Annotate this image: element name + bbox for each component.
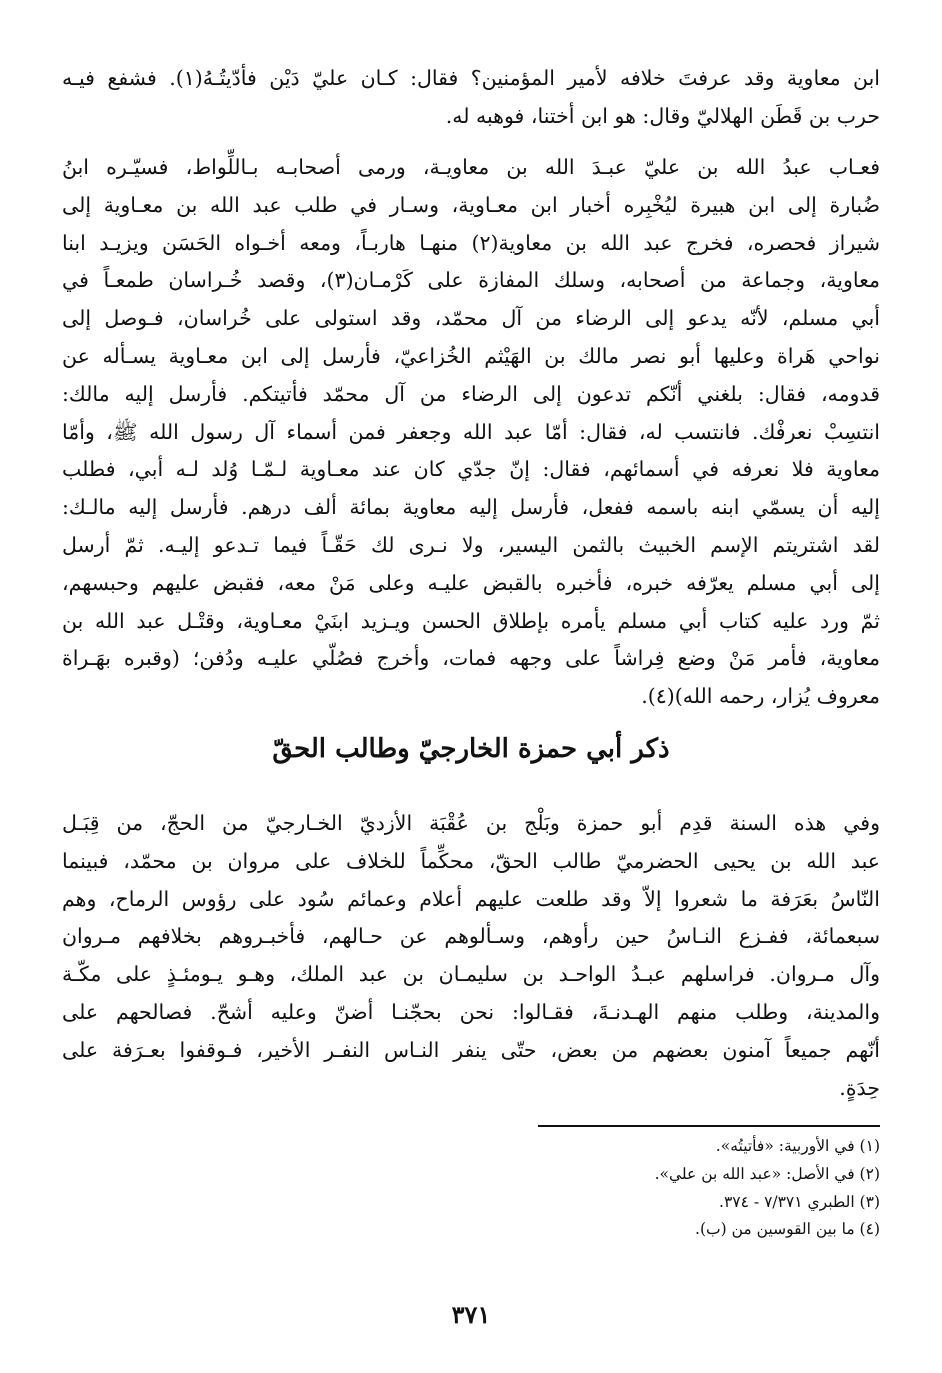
paragraph-continuation [62, 60, 880, 136]
text-line: قدومه، فقال: بلغني أنّكم تدعون إلى الرضاء من آل محمّد فأتيتكم. فأرسل إليه مالك: [62, 381, 880, 406]
text-line: النّاسُ بعَرَفة ما شعروا إلاّ وقد طلعت عليهم أعلام وعمائم سُود على رؤوس الرماح، وهم [62, 886, 880, 911]
footnote: (٣) الطبري ٧/٣٧١ - ٣٧٤. [719, 1192, 880, 1211]
text-line: أنّهم جميعاً آمنون بعضهم من بعض، حتّى ينفر النـاس النفـر الأخير، فـوقفوا بعـرَفة على [62, 1037, 880, 1062]
text-line: ثمّ ورد عليه كتاب أبي مسلم يأمره بإطلاق الحسن ويـزيد ابنَيْ معـاوية، وقتْـل عبد الله بن [62, 608, 880, 633]
text-line: أبي مسلم، لأنّه يدعو إلى الرضاء من آل محمّد، وقد استولى على خُراسان، فـوصل إلى [62, 306, 880, 331]
text-line: فعـاب عبدُ الله بن عليّ عبـدَ الله بن معاويـة، ورمى أصحابـه بـاللِّواط، فسيّـره ابنُ [62, 155, 880, 179]
footnote-divider [538, 1125, 880, 1127]
text-line: إليه أن يسمّي ابنه باسمه ففعل، فأرسل إليه معاوية بمائة ألف درهم. فأرسل إليه مالـك: [62, 495, 880, 520]
text-line: معاوية، وجماعة من أصحابه، وسلك المفازة على كَرْمـان(٣)، وقصد خُـراسان طمعـاً في [62, 268, 880, 293]
text-line: سبعمائة، ففـزع النـاسُ حين رأوهم، وسـألوهم عن حـالهم، فأخبـروهم بخلافهم مـروان [62, 924, 880, 949]
paragraph-ibn-muawiya [62, 149, 880, 716]
text-line: عبد الله بن يحيى الحضرميّ طالب الحقّ، محكِّماً للخلاف على مروان بن محمّد، فبينما [62, 848, 880, 873]
text-line: حِدَةٍ. [839, 1075, 880, 1100]
text-line: والمدينة، وطلب منهم الهـدنـةَ، فقـالوا: نحن بحجّنـا أضنّ وعليه أشحّ. فصالحهم على [62, 999, 880, 1024]
text-line: نواحي هَراة وعليها أبو نصر مالك بن الهَيْثم الخُزاعيّ، فأرسل إلى ابن معـاوية يسـأله عن [62, 343, 880, 368]
footnote: (٤) ما بين القوسين من (ب). [695, 1220, 880, 1239]
text-line: انتسِبْ نعرفْك. فانتسب له، فقال: أمّا عبد الله وجعفر فمن أسماء آل رسول الله ﷺ، وأمّا [62, 419, 880, 444]
paragraph-abu-hamza [62, 805, 880, 1107]
footnotes [280, 1133, 880, 1244]
page-number: ٣٧١ [451, 1300, 491, 1329]
footnote: (١) في الأوربية: «فأتيتُه». [715, 1137, 880, 1155]
text-line: حرب بن قَطَن الهلاليّ وقال: هو ابن أختنا، فوهبه له. [445, 103, 880, 128]
text-line: ابن معاوية وقد عرفتَ خلافه لأمير المؤمنين؟ فقال: كـان عليّ دَيْن فأدّيتُـهُ(١). فشفع فيـه [62, 66, 880, 90]
section-heading: ذكر أبي حمزة الخارجيّ وطالب الحقّ [272, 734, 670, 764]
text-line: إلى أبي مسلم يعرّفه خبره، فأخبره بالقبض عليـه وعلى مَنْ معه، فقبض عليهم وحبسهم، [62, 570, 880, 595]
text-line: وآل مـروان. فراسلهم عبـدُ الواحـد بن سليمـان بن عبد الملك، وهـو يـومئـذٍ على مكّـة [62, 962, 880, 987]
text-line: وفي هذه السنة قدِم أبو حمزة وبَلْج بن عُقْبَة الأزديّ الخـارجيّ من الحجّ، من قِبَـل [62, 811, 880, 835]
text-line: معروف يُزار، رحمه الله)(٤). [641, 684, 880, 709]
text-line: ضُبارة إلى ابن هبيرة ليُخْبِره أخبار ابن معـاوية، وسـار في طلب عبد الله بن معـاوية إلى [62, 192, 880, 217]
text-line: معاوية، فأمر مَنْ وضع فِراشاً على وجهه فمات، وأخرج فصُلّي عليـه ودُفن؛ (وقبره بهَـراة [62, 646, 880, 671]
footnote: (٢) في الأصل: «عبد الله بن علي». [654, 1164, 880, 1183]
text-line: شيراز فحصره، فخرج عبد الله بن معاوية(٢) منهـا هاربـاً، ومعه أخـواه الحَسَن ويزيـد ابنا [62, 230, 880, 255]
text-line: معاوية فلا نعرفه في أسمائهم، فقال: إنّ جدّي كان عند معـاوية لـمّـا وُلد لـه أبي، فطلب [62, 457, 880, 482]
text-line: لقد اشتريتم الإسم الخبيث بالثمن اليسير، ولا نـرى لك حَقّـاً فيما تـدعو إليـه. ثمّ أرسل [62, 532, 880, 557]
